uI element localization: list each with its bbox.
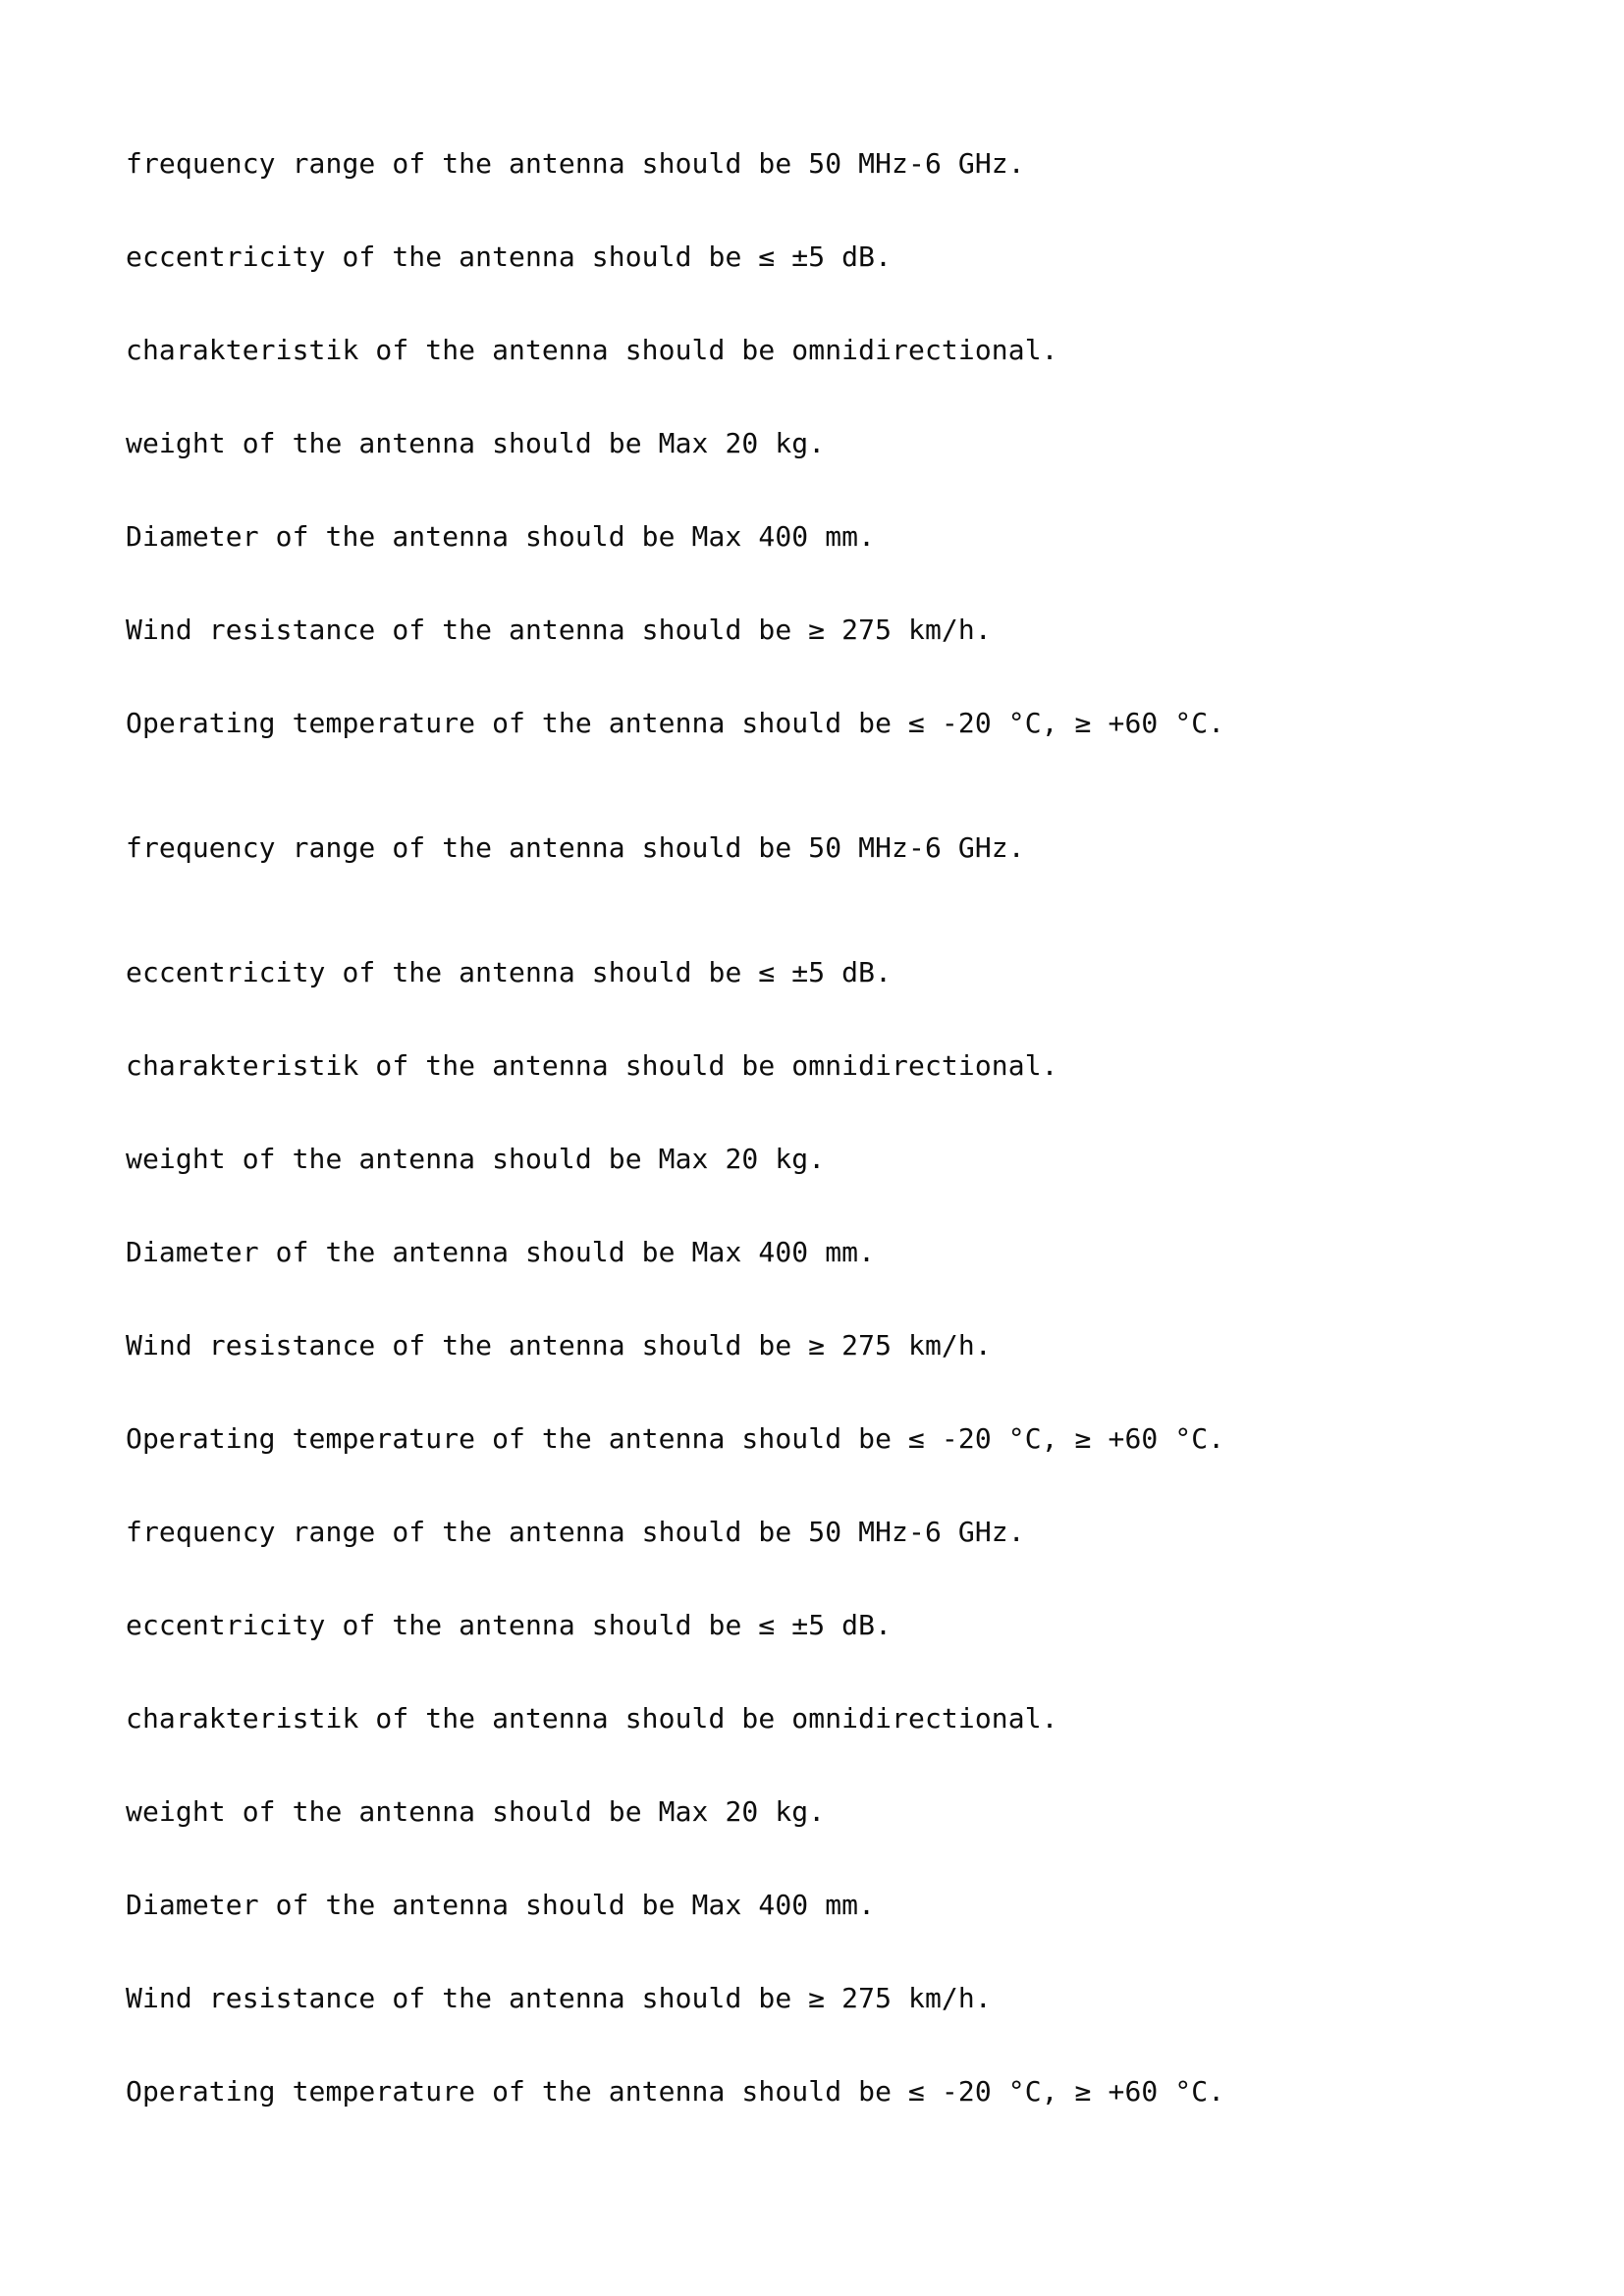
text-line: Wind resistance of the antenna should be ≥ 275 km/h. [126,1329,992,1362]
text-line: Wind resistance of the antenna should be ≥ 275 km/h. [126,614,992,646]
text-line: weight of the antenna should be Max 20 kg. [126,1795,826,1828]
text-line: Operating temperature of the antenna should be ≤ -20 °C, ≥ +60 °C. [126,1422,1225,1455]
text-line: eccentricity of the antenna should be ≤ ±5 dB. [126,240,893,273]
text-line: eccentricity of the antenna should be ≤ ±5 dB. [126,1609,893,1641]
text-line: frequency range of the antenna should be 50 MHz-6 GHz. [126,831,1025,864]
text-line: Operating temperature of the antenna should be ≤ -20 °C, ≥ +60 °C. [126,707,1225,739]
text-line: charakteristik of the antenna should be omnidirectional. [126,1702,1058,1735]
text-line: Diameter of the antenna should be Max 400 mm. [126,1236,876,1268]
text-line: frequency range of the antenna should be 50 MHz-6 GHz. [126,147,1025,180]
text-line: Operating temperature of the antenna should be ≤ -20 °C, ≥ +60 °C. [126,2075,1225,2108]
text-line: charakteristik of the antenna should be omnidirectional. [126,1049,1058,1082]
text-line: Diameter of the antenna should be Max 400 mm. [126,520,876,553]
text-line: Diameter of the antenna should be Max 400 mm. [126,1889,876,1921]
text-line: eccentricity of the antenna should be ≤ ±5 dB. [126,956,893,988]
text-line: Wind resistance of the antenna should be ≥ 275 km/h. [126,1982,992,2014]
text-line: weight of the antenna should be Max 20 kg. [126,1143,826,1175]
text-line: charakteristik of the antenna should be omnidirectional. [126,334,1058,366]
text-line: frequency range of the antenna should be 50 MHz-6 GHz. [126,1516,1025,1548]
text-line: weight of the antenna should be Max 20 kg. [126,427,826,459]
